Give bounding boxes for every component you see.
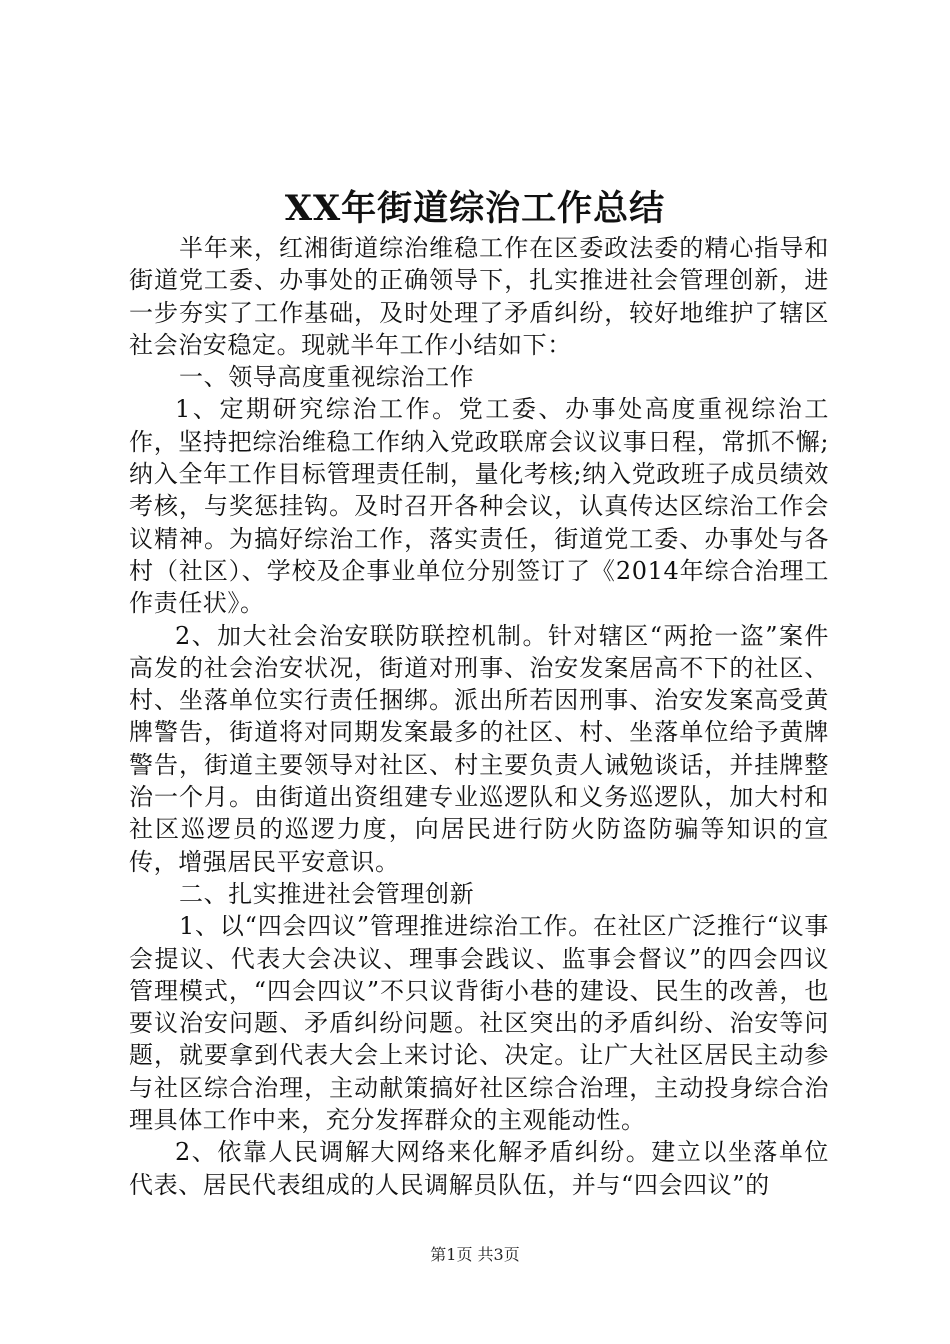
body-paragraph: 1、定期研究综治工作。党工委、办事处高度重视综治工作，坚持把综治维稳工作纳入党政联席会议议事日程，常抓不懈;纳入全年工作目标管理责任制，量化考核;纳入党政班子成员绩效考核，与奖惩挂钩。及时召开各种会议，认真传达区综治工作会议精神。为搞好综治工作，落实责任，街道党工委、办事处与各村（社区）、学校及企事业单位分别签订了《2014年综合治理工作责任状》。: [129, 395, 829, 618]
document-body: [129, 232, 829, 1201]
body-paragraph: 2、加大社会治安联防联控机制。针对辖区“两抢一盗”案件高发的社会治安状况，街道对刑事、治安发案居高不下的社区、村、坐落单位实行责任捆绑。派出所若因刑事、治安发案高受黄牌警告，街道将对同期发案最多的社区、村、坐落单位给予黄牌警告，街道主要领导对社区、村主要负责人诫勉谈话，并挂牌整治一个月。由街道出资组建专业巡逻队和义务巡逻队，加大村和社区巡逻员的巡逻力度，向居民进行防火防盗防骗等知识的宣传，增强居民平安意识。: [129, 621, 829, 876]
page-number-footer: 第1页 共3页: [430, 1245, 520, 1264]
intro-paragraph: 半年来，红湘街道综治维稳工作在区委政法委的精心指导和街道党工委、办事处的正确领导下，扎实推进社会管理创新，进一步夯实了工作基础，及时处理了矛盾纠纷，较好地维护了辖区社会治安稳定。现就半年工作小结如下：: [129, 234, 829, 359]
section-heading-2: 二、扎实推进社会管理创新: [179, 879, 475, 908]
body-paragraph: 2、依靠人民调解大网络来化解矛盾纠纷。建立以坐落单位代表、居民代表组成的人民调解员队伍，并与“四会四议”的: [129, 1138, 829, 1199]
document-title: XX年街道综治工作总结: [284, 188, 666, 229]
section-heading-1: 一、领导高度重视综治工作: [179, 363, 475, 392]
body-paragraph: 1、以“四会四议”管理推进综治工作。在社区广泛推行“议事会提议、代表大会决议、理事会践议、监事会督议”的四会四议管理模式，“四会四议”不只议背街小巷的建设、民生的改善，也要议治安问题、矛盾纠纷问题。社区突出的矛盾纠纷、治安等问题，就要拿到代表大会上来讨论、决定。让广大社区居民主动参与社区综合治理，主动献策搞好社区综合治理，主动投身综合治理具体工作中来，充分发挥群众的主观能动性。: [129, 912, 829, 1135]
